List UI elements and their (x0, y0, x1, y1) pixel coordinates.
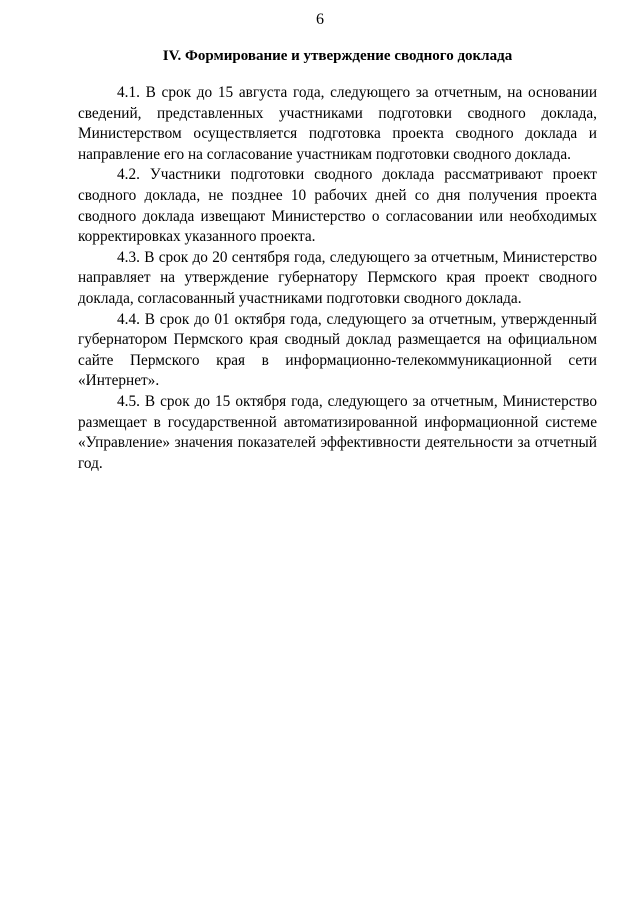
paragraph-4-2: 4.2. Участники подготовки сводного доклада рассматривают проект сводного доклада, не позднее 10 рабочих дней со дня получения проекта сводного доклада извещают Министерство о согласовании или необходимых корректировках указанного проекта. (78, 166, 597, 246)
paragraph-4-3: 4.3. В срок до 20 сентября года, следующего за отчетным, Министерство направляет на утверждение губернатору Пермского края проект сводного доклада, согласованный участниками подготовки сводного доклада. (78, 248, 597, 307)
document-body (78, 83, 597, 474)
paragraph-4-5: 4.5. В срок до 15 октября года, следующего за отчетным, Министерство размещает в государственной автоматизированной информационной системе «Управление» значения показателей эффективности деятельности за отчетный год. (78, 392, 597, 472)
paragraph-4-4: 4.4. В срок до 01 октября года, следующего за отчетным, утвержденный губернатором Пермского края сводный доклад размещается на официальном сайте Пермского края в информационно-телекоммуникационной сети «Интернет». (78, 310, 597, 390)
section-heading: IV. Формирование и утверждение сводного доклада (162, 48, 513, 64)
paragraph-4-1: 4.1. В срок до 15 августа года, следующего за отчетным, на основании сведений, представленных участниками подготовки сводного доклада, Министерством осуществляется подготовка проекта сводного доклада и направление его на согласование участникам подготовки сводного доклада. (78, 84, 597, 163)
page-number: 6 (316, 11, 324, 28)
